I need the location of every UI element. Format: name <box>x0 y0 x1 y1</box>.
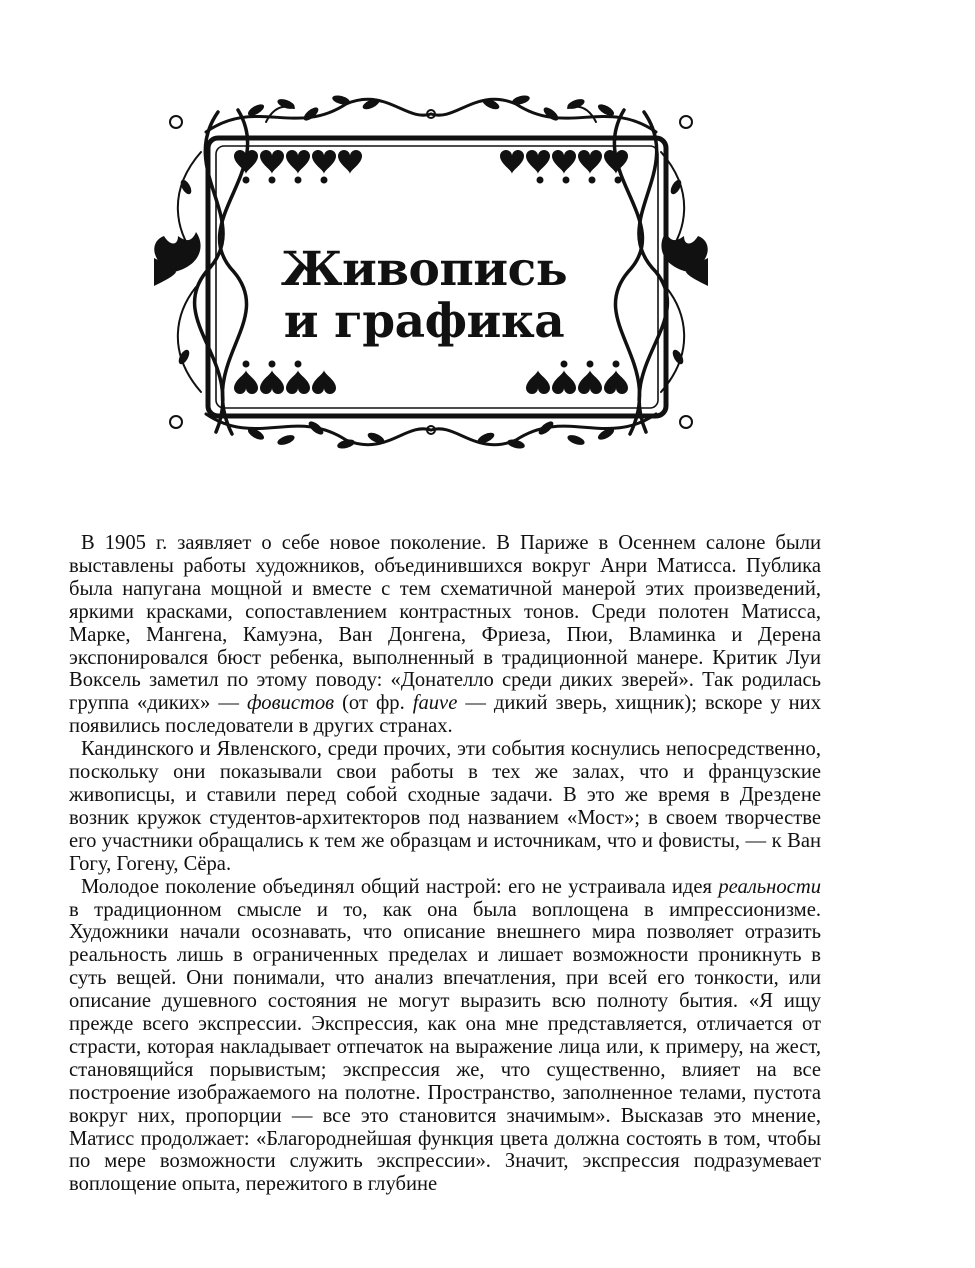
text-run: (от фр. <box>334 692 413 715</box>
chapter-title <box>250 244 598 348</box>
paragraph <box>69 738 821 875</box>
italic-text: fauve <box>412 692 458 715</box>
chapter-title-line-2: и графика <box>283 294 565 350</box>
italic-text: фовистов <box>246 692 335 715</box>
body-text <box>69 532 821 1196</box>
paragraph <box>69 532 821 738</box>
text-run: В 1905 г. заявляет о себе новое поколение. В Париже в Осеннем салоне были выставлены работы художников, объединившихся вокруг Анри Матисса. Публика была напугана мощной и вместе с тем схематичной манерой этих произведений, яркими красками, сопоставлением контрастных тонов. Среди полотен Матисса, Марке, Мангена, Камуэна, Ван Донгена, Фриеза, Пюи, Вламинка и Дерена экспонировался бюст ребенка, выполненный в традиционной манере. Критик Луи Воксель заметил по этому поводу: «Донателло среди диких зверей». Так родилась группа «диких» — <box>69 532 821 715</box>
text-run: в традиционном смысле и то, как она была воплощена в импрессионизме. Художники начали осознавать, что описание внешнего мира позволяет отразить реальность лишь в ограниченных пределах и лишает возможности проникнуть в суть вещей. Они понимали, что анализ впечатления, при всей его тонкости, или описание душевного состояния не могут выразить всю полноту бытия. «Я ищу прежде всего экспрессии. Экспрессия, как она мне представляется, отличается от страсти, которая накладывает отпечаток на выражение лица или, к примеру, на жест, становящийся порывистым; экспрессия же, что существенно, влияет на все построение изображаемого на полотне. Пространство, заполненное телами, пустота вокруг них, пропорции — все это становится значимым». Высказав это мнение, Матисс продолжает: «Благороднейшая функция цвета должна состоять в том, чтобы по мере возможности служить экспрессии». Значит, экспрессия подразумевает воплощение опыта, пережитого в глубине <box>69 898 821 1196</box>
text-run: Кандинского и Явленского, среди прочих, эти события коснулись непосредственно, поскольку они показывали свои работы в тех же залах, что и французские живописцы, и ставили перед собой сходные задачи. В это же время в Дрездене возник кружок студентов-архитекторов под названием «Мост»; в своем творчестве его участники обращались к тем же образцам и источникам, что и фовисты, — к Ван Гогу, Гогену, Сёра. <box>69 738 821 875</box>
chapter-title-line-1: Живопись <box>280 242 568 298</box>
paragraph <box>69 876 821 1197</box>
text-run: Молодое поколение объединял общий настрой: его не устраивала идея <box>81 875 719 898</box>
italic-text: реальности <box>718 875 821 898</box>
text-run: — дикий зверь, хищник); вскоре у них появились последователи в других странах. <box>69 692 822 738</box>
